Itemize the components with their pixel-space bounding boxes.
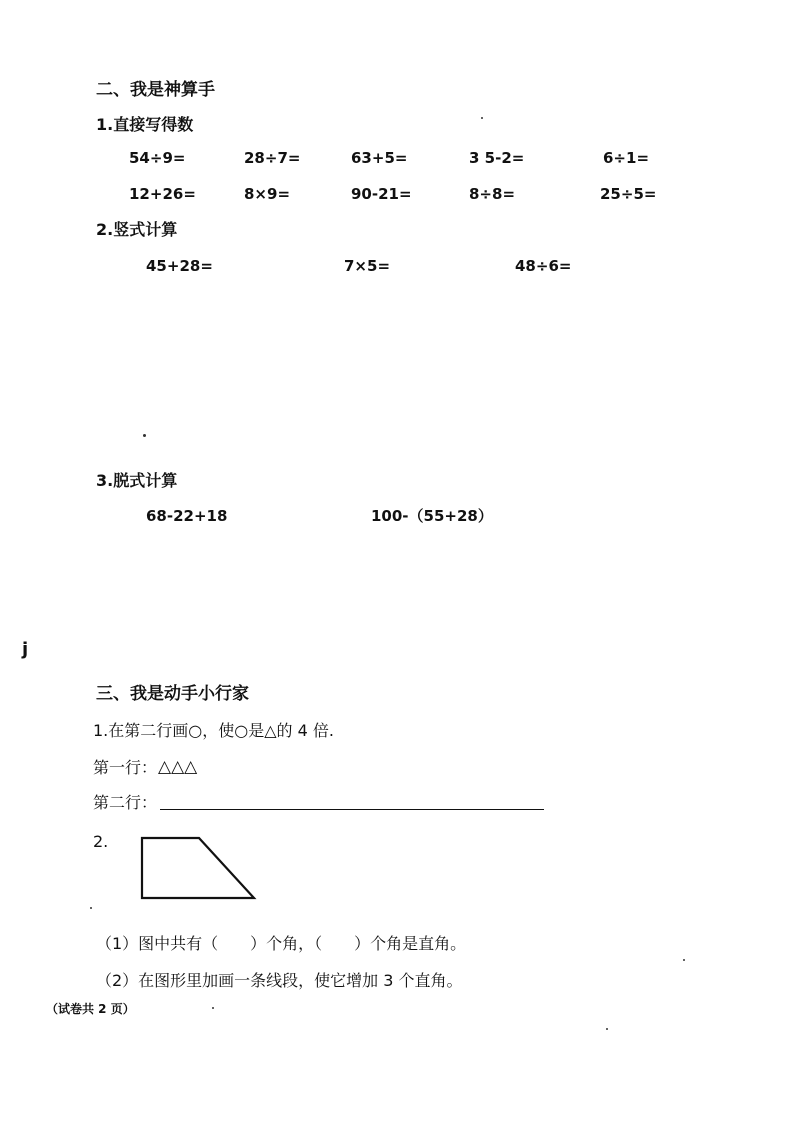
vertical-calc-item: 7×5= xyxy=(344,257,391,275)
oral-calc-item: 6÷1= xyxy=(603,149,650,167)
oral-calc-item: 63+5= xyxy=(351,149,408,167)
triangle-shapes: △△△ xyxy=(158,757,198,777)
question-1-text: 1.在第二行画○，使○是△的 4 倍. xyxy=(93,721,334,740)
step-calc-item: 68-22+18 xyxy=(146,507,228,525)
question-2-sub-2: （2）在图形里加画一条线段，使它增加 3 个直角。 xyxy=(96,971,463,990)
part-2-title: 2.竖式计算 xyxy=(96,220,178,239)
oral-calc-item: 12+26= xyxy=(129,185,196,203)
oral-calc-item: 54÷9= xyxy=(129,149,186,167)
scan-speck xyxy=(683,959,685,961)
oral-calc-item: 3 5-2= xyxy=(469,149,525,167)
oral-calc-item: 90-21= xyxy=(351,185,412,203)
scan-speck xyxy=(606,1028,608,1030)
oral-calc-item: 8÷8= xyxy=(469,185,516,203)
part-3-title: 3.脱式计算 xyxy=(96,471,178,490)
oral-calc-item: 25÷5= xyxy=(600,185,657,203)
section-2-title: 二、我是神算手 xyxy=(96,80,215,100)
oral-calc-item: 28÷7= xyxy=(244,149,301,167)
row-2-label: 第二行： xyxy=(93,793,158,812)
row-1-label: 第一行： xyxy=(93,758,158,777)
step-calc-item: 100-（55+28） xyxy=(371,507,493,525)
vertical-calc-item: 48÷6= xyxy=(515,257,572,275)
scan-speck xyxy=(212,1007,214,1009)
margin-fragment: j xyxy=(22,639,29,660)
question-2-sub-1: （1）图中共有（ ）个角，（ ）个角是直角。 xyxy=(96,934,467,953)
part-1-title: 1.直接写得数 xyxy=(96,115,194,134)
scan-speck xyxy=(90,907,92,909)
vertical-calc-item: 45+28= xyxy=(146,257,213,275)
oral-calc-item: 8×9= xyxy=(244,185,291,203)
question-2-number: 2. xyxy=(93,832,109,851)
section-3-title: 三、我是动手小行家 xyxy=(96,684,249,704)
page-footer: （试卷共 2 页） xyxy=(46,1002,135,1016)
